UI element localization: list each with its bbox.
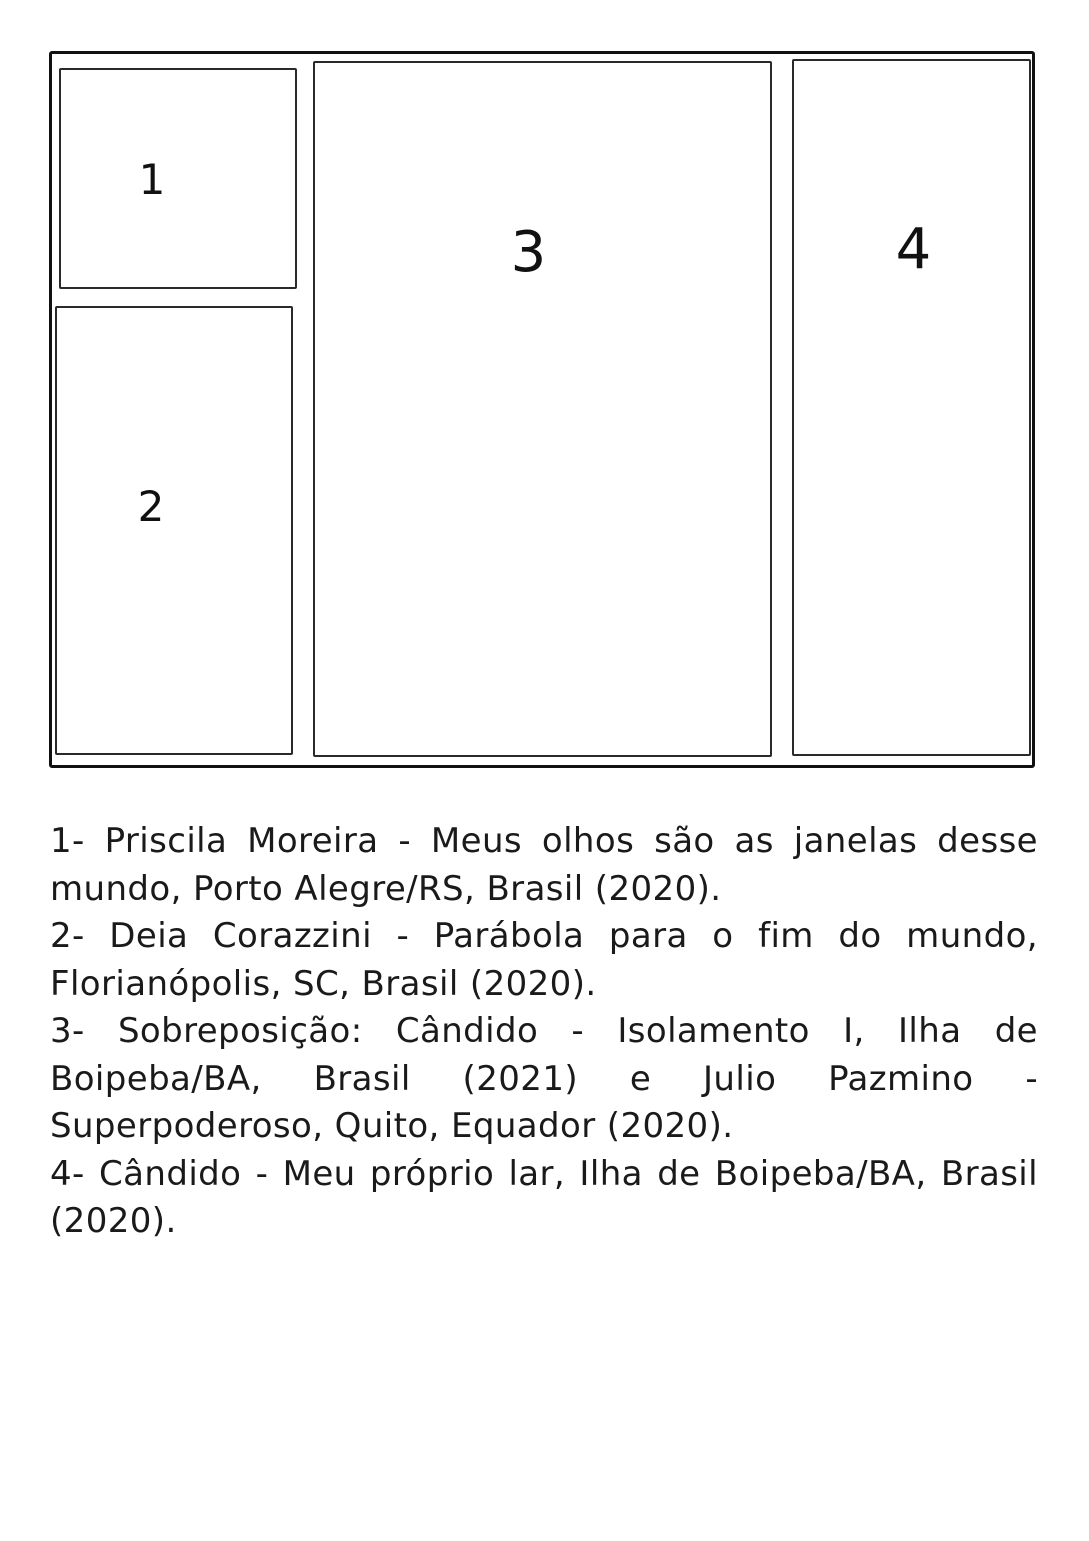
caption-3: 3- Sobreposição: Cândido - Isolamento I, Ilha de Boipeba/BA, Brasil (2021) e Julio Pazmino - Superpoderoso, Quito, Equador (2020). [50,1011,1038,1146]
panel-4-number: 4 [895,217,932,282]
caption-2: 2- Deia Corazzini - Parábola para o fim do mundo, Florianópolis, SC, Brasil (2020). [50,916,1038,1004]
panel-1-number: 1 [138,154,166,204]
caption-1: 1- Priscila Moreira - Meus olhos são as janelas desse mundo, Porto Alegre/RS, Brasil (2020). [50,821,1038,909]
panel-3-number: 3 [510,219,547,285]
caption-4: 4- Cândido - Meu próprio lar, Ilha de Boipeba/BA, Brasil (2020). [50,1153,1038,1241]
panel-3 [313,61,772,757]
panel-2 [55,306,293,755]
panel-2-number: 2 [137,482,165,531]
caption-list [50,818,1038,1246]
panel-1 [59,68,297,289]
panel-4 [792,59,1031,756]
